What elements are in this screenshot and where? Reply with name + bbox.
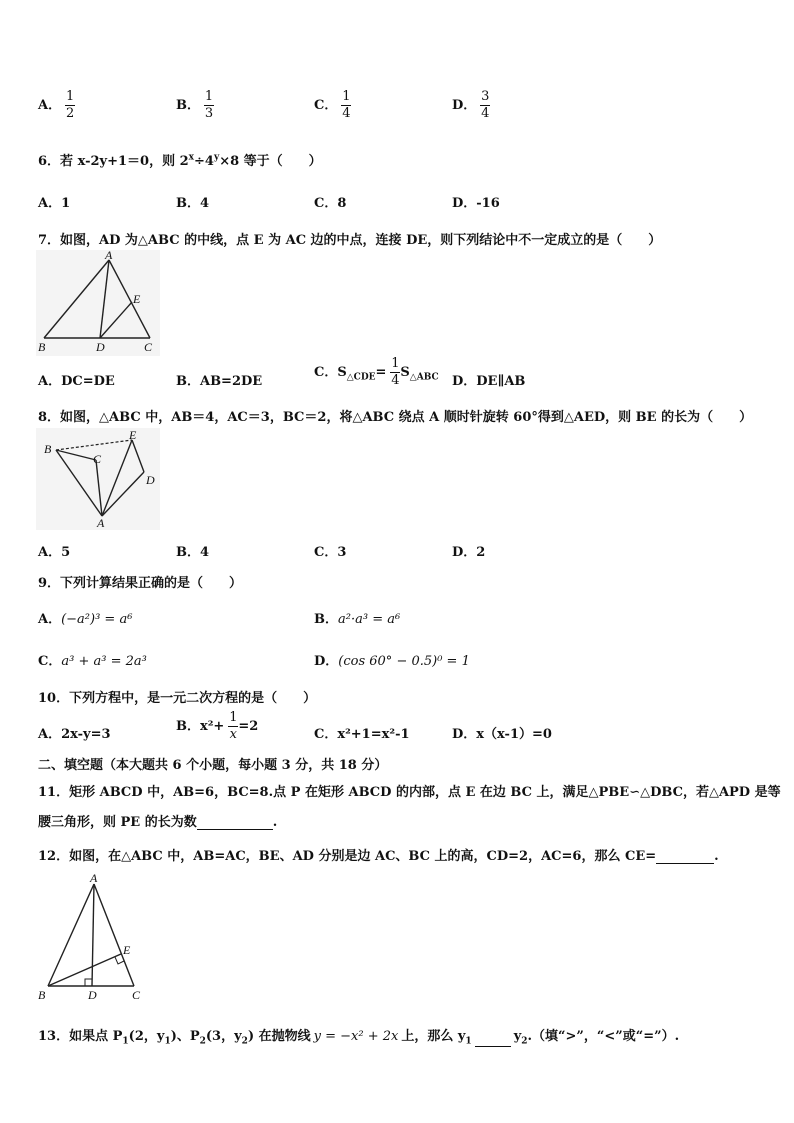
q9-option-c: C．a³ + a³ = 2a³ [38, 654, 147, 669]
label-a: A [90, 871, 98, 885]
label-b: B [44, 442, 52, 456]
q5-option-d: D． $\frac{3}{4}$ [452, 89, 490, 121]
q11-line1: 11．矩形 ABCD 中，AB=6，BC=8.点 P 在矩形 ABCD 的内部，点 E 在边 BC 上，满足△PBE∽△DBC，若△APD 是等 [38, 785, 781, 800]
q10-option-d: D．x（x-1）=0 [452, 727, 552, 742]
q7-option-c: C．$S_{\triangle CDE}=$ $\frac{1}{4}$ $S_{\triangle ABC}$ [314, 356, 439, 388]
q12-stem: 12．如图，在△ABC 中，AB=AC，BE、AD 分别是边 AC、BC 上的高，CD=2，AC=6，那么 CE= . [38, 849, 719, 864]
label-d: D [96, 340, 105, 354]
answer-blank[interactable] [656, 849, 714, 864]
q6-option-a: A．1 [38, 196, 71, 211]
q5-option-c: C． $\frac{1}{4}$ [314, 89, 351, 121]
label-c: C [144, 340, 153, 354]
q8-stem: 8．如图，△ABC 中，AB＝4，AC＝3，BC＝2，将△ABC 绕点 A 顺时针旋转 60°得到△AED，则 BE 的长为（ ） [38, 410, 753, 425]
label-d: D [88, 988, 97, 1002]
answer-blank[interactable] [475, 1032, 511, 1047]
q9-option-a: A．(−a²)³ = a⁶ [38, 612, 133, 627]
q8-option-d: D．2 [452, 545, 486, 560]
fraction: $\frac{1}{4}$ [342, 89, 351, 121]
q10-option-c: C．x²+1=x²-1 [314, 727, 410, 742]
fraction: $\frac{1}{x}$ [229, 710, 238, 742]
q11-line2: 腰三角形，则 PE 的长为数 . [38, 815, 278, 830]
q9-option-b: B．a²·a³ = a⁶ [314, 612, 401, 627]
q9-option-d: D．(cos 60° − 0.5)⁰ = 1 [314, 654, 470, 669]
label-b: B [38, 988, 46, 1002]
q6-option-d: D．-16 [452, 196, 500, 211]
q5-option-a: A． $\frac{1}{2}$ [38, 89, 75, 121]
label-a: A [105, 250, 113, 262]
q7-option-d: D．DE∥AB [452, 374, 526, 389]
q12-figure [34, 870, 154, 1005]
q8-option-a: A．5 [38, 545, 71, 560]
fraction: $\frac{1}{4}$ [391, 356, 400, 388]
label-d: D [146, 473, 155, 487]
label-b: B [38, 340, 46, 354]
q10-option-b: B．x²+ $\frac{1}{x}$ =2 [176, 710, 259, 742]
fraction: $\frac{1}{2}$ [65, 89, 75, 121]
q8-figure [36, 428, 160, 530]
q9-stem: 9．下列计算结果正确的是（ ） [38, 576, 243, 591]
q13-line: 13．如果点 $P_1(2$，$y_1$)、$P_2(3$，$y_2$) 在抛物线 y = −x² + 2x 上，那么 $y_1$ $y_2$.（填“>”，“<”或“=”）. [38, 1029, 680, 1047]
label-a: A [97, 516, 105, 530]
triangle-lines [48, 884, 134, 986]
q5-option-b: B． $\frac{1}{3}$ [176, 89, 214, 121]
section-heading: 二、填空题（本大题共 6 个小题，每小题 3 分，共 18 分） [38, 758, 388, 773]
q7-option-a: A．DC=DE [38, 374, 115, 389]
fraction: $\frac{3}{4}$ [481, 89, 490, 121]
label-e: E [133, 292, 141, 306]
q7-stem: 7．如图，AD 为△ABC 的中线，点 E 为 AC 边的中点，连接 DE，则下列结论中不一定成立的是（ ） [38, 233, 662, 248]
q6-option-c: C．8 [314, 196, 347, 211]
q6-stem: 6．若 x-2y+1＝0，则 $2^x\div 4^y\times 8$ 等于（ ） [38, 152, 322, 169]
label-e: E [123, 943, 131, 957]
q6-option-b: B．4 [176, 196, 210, 211]
q8-option-c: C．3 [314, 545, 347, 560]
label-c: C [132, 988, 141, 1002]
label-e: E [129, 428, 137, 442]
q8-option-b: B．4 [176, 545, 210, 560]
q10-stem: 10．下列方程中，是一元二次方程的是（ ） [38, 691, 317, 706]
q10-option-a: A．2x-y=3 [38, 727, 111, 742]
answer-blank[interactable] [197, 815, 273, 830]
q7-option-b: B．AB=2DE [176, 374, 263, 389]
q7-figure [36, 250, 160, 356]
label-c: C [93, 452, 102, 466]
fraction: $\frac{1}{3}$ [204, 89, 214, 121]
